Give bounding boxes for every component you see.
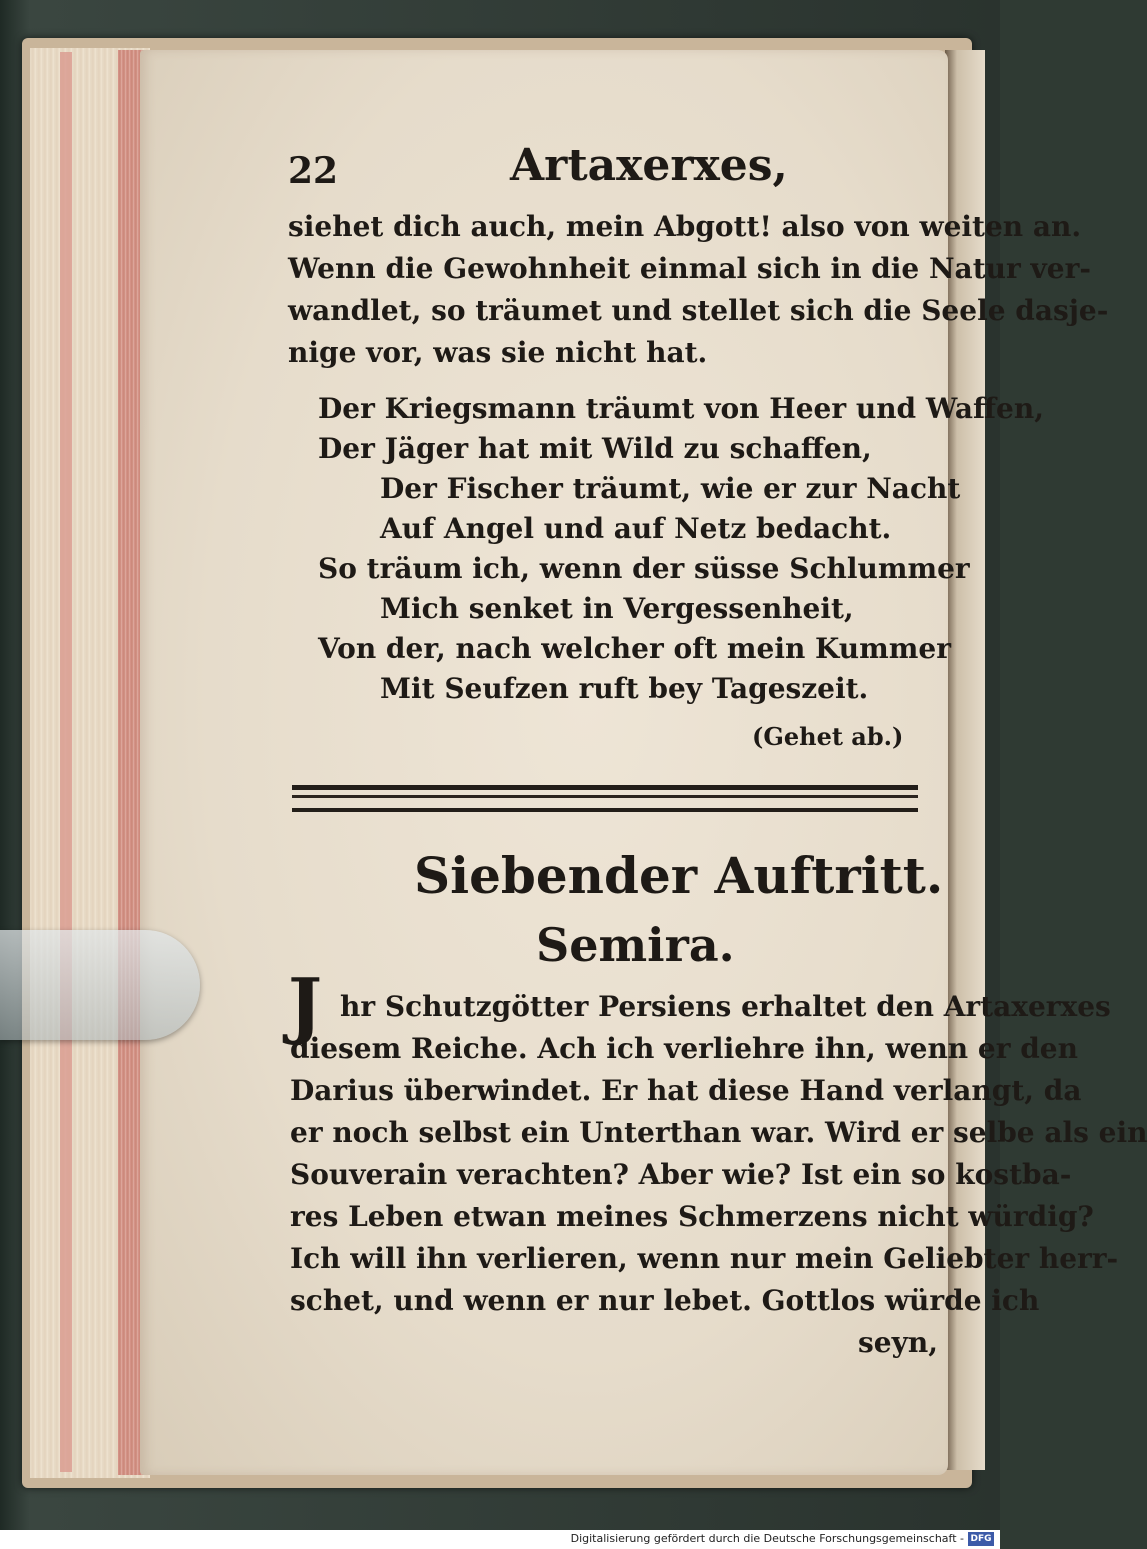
verse-line: Der Kriegsmann träumt von Heer und Waffen, bbox=[318, 392, 1044, 425]
prose-line: Darius überwindet. Er hat diese Hand verlangt, da bbox=[290, 1074, 1082, 1107]
verse-line: Mit Seufzen ruft bey Tageszeit. bbox=[380, 672, 869, 705]
red-page-edge bbox=[60, 52, 72, 1472]
prose-line: schet, und wenn er nur lebet. Gottlos würde ich bbox=[290, 1284, 1040, 1317]
dfg-logo-icon: DFG bbox=[968, 1532, 994, 1546]
prose-line: Souverain verachten? Aber wie? Ist ein so kostba- bbox=[290, 1158, 1072, 1191]
verse-line: Von der, nach welcher oft mein Kummer bbox=[318, 632, 951, 665]
footer-bar bbox=[0, 1530, 1000, 1549]
verse-line: Mich senket in Vergessenheit, bbox=[380, 592, 854, 625]
page-clip bbox=[0, 930, 200, 1040]
speaker-name: Semira. bbox=[536, 918, 735, 972]
stage-direction: (Gehet ab.) bbox=[752, 722, 904, 751]
verse-line: Auf Angel und auf Netz bedacht. bbox=[380, 512, 892, 545]
verse-line: Der Fischer träumt, wie er zur Nacht bbox=[380, 472, 961, 505]
catchword: seyn, bbox=[858, 1326, 938, 1359]
running-head: Artaxerxes, bbox=[510, 140, 788, 191]
verse-line: Der Jäger hat mit Wild zu schaffen, bbox=[318, 432, 872, 465]
prose-line: diesem Reiche. Ach ich verliehre ihn, wenn er den bbox=[290, 1032, 1078, 1065]
footer-credit: Digitalisierung gefördert durch die Deutsche Forschungsgemeinschaft - bbox=[570, 1532, 964, 1545]
prose-line: Ich will ihn verlieren, wenn nur mein Geliebter herr- bbox=[290, 1242, 1119, 1275]
page-number: 22 bbox=[288, 150, 339, 192]
verse-line: So träum ich, wenn der süsse Schlummer bbox=[318, 552, 970, 585]
prose-line: nige vor, was sie nicht hat. bbox=[288, 336, 708, 369]
section-divider bbox=[292, 785, 918, 812]
prose-line: siehet dich auch, mein Abgott! also von weiten an. bbox=[288, 210, 1082, 243]
prose-line: res Leben etwan meines Schmerzens nicht würdig? bbox=[290, 1200, 1094, 1233]
prose-line: hr Schutzgötter Persiens erhaltet den Artaxerxes bbox=[340, 990, 1111, 1023]
scene-heading: Siebender Auftritt. bbox=[414, 846, 944, 905]
prose-line: Wenn die Gewohnheit einmal sich in die Natur ver- bbox=[288, 252, 1091, 285]
prose-line: wandlet, so träumet und stellet sich die Seele dasje- bbox=[288, 294, 1109, 327]
prose-line: er noch selbst ein Unterthan war. Wird er selbe als ein bbox=[290, 1116, 1147, 1149]
drop-capital: J bbox=[288, 962, 323, 1047]
